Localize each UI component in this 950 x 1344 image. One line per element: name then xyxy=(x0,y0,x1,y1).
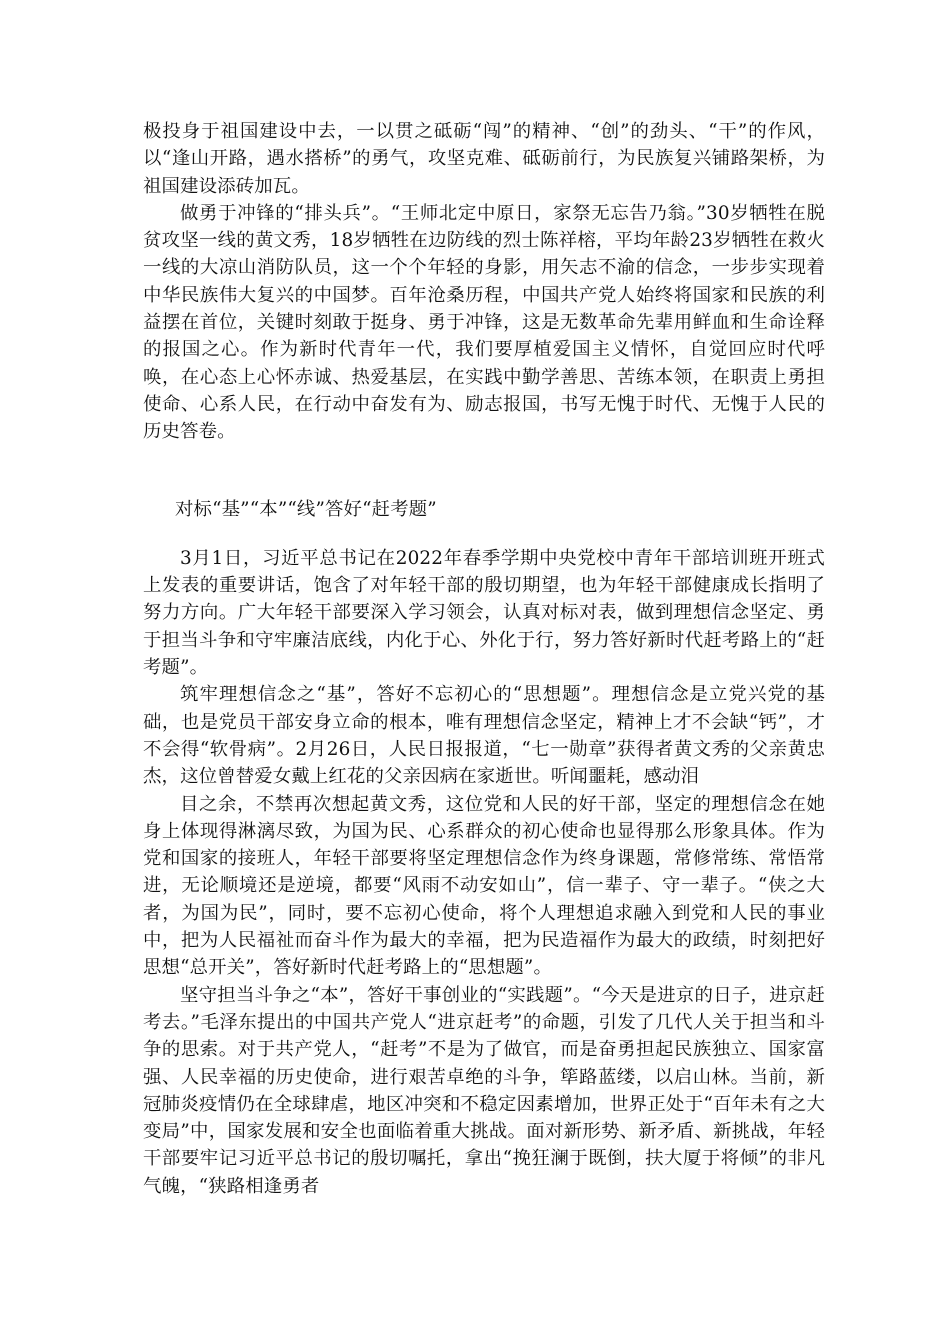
section xyxy=(143,496,825,1200)
section-title: 对标“基”“本”“线”答好“赶考题” xyxy=(175,498,437,520)
paragraph: 筑牢理想信念之“基”，答好不忘初心的“思想题”。理想信念是立党兴党的基础，也是党员干部安身立命的根本，唯有理想信念坚定，精神上才不会缺“钙”，才不会得“软骨病”。2月26日，人民日报报道，“七一勋章”获得者黄文秀的父亲黄忠杰，这位曾替爱女戴上红花的父亲因病在家逝世。听闻噩耗，感动泪 xyxy=(143,684,825,788)
paragraph: 目之余，不禁再次想起黄文秀，这位党和人民的好干部，坚定的理想信念在她身上体现得淋漓尽致，为国为民、心系群众的初心使命也显得那么形象具体。作为党和国家的接班人，年轻干部要将坚定理想信念作为终身课题，常修常练、常悟常进，无论顺境还是逆境，都要“风雨不动安如山”，信一辈子、守一辈子。“侠之大者，为国为民”，同时，要不忘初心使命，将个人理想追求融入到党和人民的事业中，把为人民福祉而奋斗作为最大的幸福，把为民造福作为最大的政绩，时刻把好思想“总开关”，答好新时代赶考路上的“思想题”。 xyxy=(143,793,825,979)
document-body xyxy=(143,118,825,1200)
paragraph: 坚守担当斗争之“本”，答好干事创业的“实践题”。“今天是进京的日子，进京赶考去。”毛泽东提出的中国共产党人“进京赶考”的命题，引发了几代人关于担当和斗争的思索。对于共产党人，“赶考”不是为了做官，而是奋勇担起民族独立、国家富强、人民幸福的历史使命，进行艰苦卓绝的斗争，筚路蓝缕，以启山林。当前，新冠肺炎疫情仍在全球肆虐，地区冲突和不稳定因素增加，世界正处于“百年未有之大变局”中，国家发展和安全也面临着重大挑战。面对新形势、新矛盾、新挑战，年轻干部要牢记习近平总书记的殷切嘱托，拿出“挽狂澜于既倒，扶大厦于将倾”的非凡气魄，“狭路相逢勇者 xyxy=(143,984,825,1197)
paragraph: 3月1日，习近平总书记在2022年春季学期中央党校中青年干部培训班开班式上发表的重要讲话，饱含了对年轻干部的殷切期望，也为年轻干部健康成长指明了努力方向。广大年轻干部要深入学习领会，认真对标对表，做到理想信念坚定、勇于担当斗争和守牢廉洁底线，内化于心、外化于行，努力答好新时代赶考路上的“赶考题”。 xyxy=(143,547,825,679)
paragraph: 极投身于祖国建设中去，一以贯之砥砺“闯”的精神、“创”的劲头、“干”的作风，以“逢山开路，遇水搭桥”的勇气，攻坚克难、砥砺前行，为民族复兴铺路架桥，为祖国建设添砖加瓦。 xyxy=(143,121,825,197)
paragraph: 做勇于冲锋的“排头兵”。“王师北定中原日，家祭无忘告乃翁。”30岁牺牲在脱贫攻坚一线的黄文秀，18岁牺牲在边防线的烈士陈祥榕，平均年龄23岁牺牲在救火一线的大凉山消防队员，这一个个年轻的身影，用矢志不渝的信念，一步步实现着中华民族伟大复兴的中国梦。百年沧桑历程，中国共产党人始终将国家和民族的利益摆在首位，关键时刻敢于挺身、勇于冲锋，这是无数革命先辈用鲜血和生命诠释的报国之心。作为新时代青年一代，我们要厚植爱国主义情怀，自觉回应时代呼唤，在心态上心怀赤诚、热爱基层，在实践中勤学善思、苦练本领，在职责上勇担使命、心系人民，在行动中奋发有为、励志报国，书写无愧于时代、无愧于人民的历史答卷。 xyxy=(143,202,825,443)
